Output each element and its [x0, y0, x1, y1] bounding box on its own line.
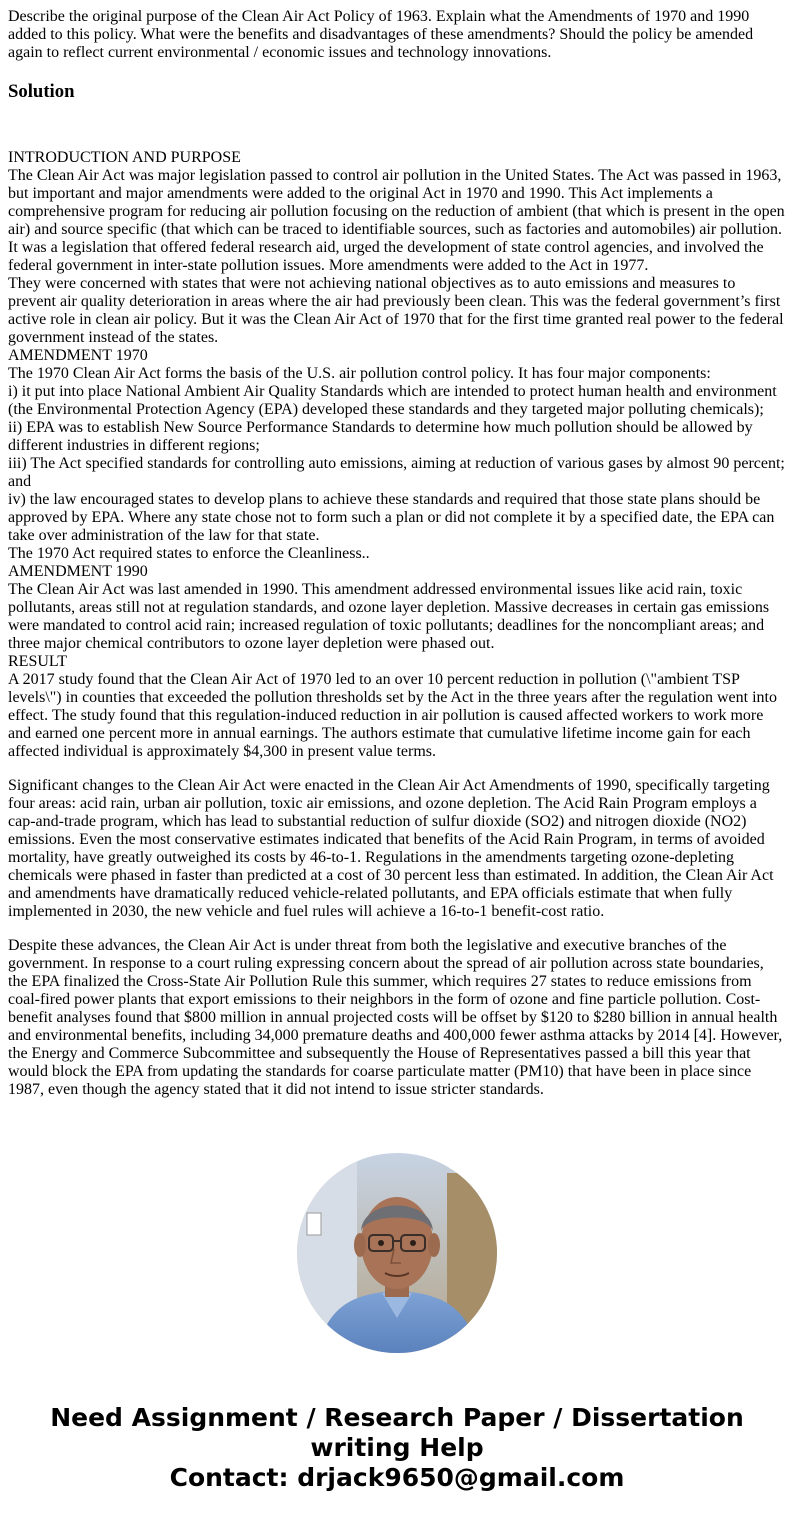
amendment-1970-item-ii: ii) EPA was to establish New Source Performance Standards to determine how much pollution should be allowed by different industries in different regions; — [8, 419, 753, 454]
result-heading: RESULT — [8, 653, 67, 670]
footer-line-2: writing Help — [310, 1433, 484, 1462]
amendment-1990-heading: AMENDMENT 1990 — [8, 563, 148, 580]
avatar-portrait-icon — [297, 1153, 497, 1353]
footer-contact-line: Contact: drjack9650@gmail.com — [169, 1463, 625, 1492]
paragraph-significant-changes: Significant changes to the Clean Air Act were enacted in the Clean Air Act Amendments of 1990, specifically targeting four areas: acid rain, urban air pollution, toxic air emissions, and ozone depletion. The Acid Rain Program employs a cap-and-trade program, which has lead to substantial reduction of sulfur dioxide (SO2) and nitrogen dioxide (NO2) emissions. Even the most conservative estimates indicated that benefits of the Acid Rain Program, in terms of avoided mortality, have greatly outweighed its costs by 46-to-1. Regulations in the amendments targeting ozone-depleting chemicals were phased in faster than predicted at a cost of 30 percent less than estimated. In addition, the Clean Air Act and amendments have dramatically reduced vehicle-related pollutants, and EPA officials estimate that when fully implemented in 2030, the new vehicle and fuel rules will achieve a 16-to-1 benefit-cost ratio. — [8, 777, 774, 920]
footer-line-1: Need Assignment / Research Paper / Dissertation — [50, 1403, 744, 1432]
footer-contact-banner — [0, 1403, 794, 1493]
result-paragraph: A 2017 study found that the Clean Air Act of 1970 led to an over 10 percent reduction in pollution (\"ambient TSP levels\") in counties that exceeded the pollution thresholds set by the Act in the three years after the regulation went into effect. The study found that this regulation-induced reduction in air pollution is caused affected workers to work more and earned one percent more in annual earnings. The authors estimate that cumulative lifetime income gain for each affected individual is approximately $4,300 in present value terms. — [8, 671, 777, 760]
amendment-1990-paragraph: The Clean Air Act was last amended in 1990. This amendment addressed environmental issues like acid rain, toxic pollutants, areas still not at regulation standards, and ozone layer depletion. Massive decreases in certain gas emissions were mandated to control acid rain; increased regulation of toxic pollutants; deadlines for the noncompliant areas; and three major chemical contributors to ozone layer depletion were phased out. — [8, 581, 770, 652]
paragraph-despite-advances: Despite these advances, the Clean Air Act is under threat from both the legislative and executive branches of the government. In response to a court ruling expressing concern about the spread of air pollution across state boundaries, the EPA finalized the Cross-State Air Pollution Rule this summer, which requires 27 states to reduce emissions from coal-fired power plants that export emissions to their neighbors in the form of ozone and fine particle pollution. Cost-benefit analyses found that $800 million in annual projected costs will be offset by $120 to $280 billion in annual health and environmental benefits, including 34,000 premature deaths and 400,000 fewer asthma attacks by 2014 [4]. However, the Energy and Commerce Subcommittee and subsequently the House of Representatives passed a bill this year that would block the EPA from updating the standards for coarse particulate matter (PM10) that have been in place since 1987, even though the agency stated that it did not intend to issue stricter standards. — [8, 937, 783, 1098]
intro-heading: INTRODUCTION AND PURPOSE — [8, 149, 241, 166]
amendment-1970-item-iv: iv) the law encouraged states to develop plans to achieve these standards and required that those state plans should be approved by EPA. Where any state chose not to form such a plan or did not complete it by a specified date, the EPA can take over administration of the law for that state. — [8, 491, 775, 544]
amendment-1970-item-iii: iii) The Act specified standards for controlling auto emissions, aiming at reduction of various gases by almost 90 percent; and — [8, 455, 785, 490]
intro-paragraph-2: They were concerned with states that were not achieving national objectives as to auto emissions and measures to prevent air quality deterioration in areas where the air had previously been clean. This was the federal government’s first active role in clean air policy. But it was the Clean Air Act of 1970 that for the first time granted real power to the federal government instead of the states. — [8, 275, 784, 346]
amendment-1970-heading: AMENDMENT 1970 — [8, 347, 148, 364]
author-avatar — [297, 1153, 497, 1353]
amendment-1970-item-i: i) it put into place National Ambient Air Quality Standards which are intended to protect human health and environment (the Environmental Protection Agency (EPA) developed these standards and they targeted major polluting chemicals); — [8, 383, 777, 418]
question-text: Describe the original purpose of the Clean Air Act Policy of 1963. Explain what the Amendments of 1970 and 1990 added to this policy. What were the benefits and disadvantages of these amendments? Should the policy be amended again to reflect current environmental / economic issues and technology innovations. — [8, 8, 754, 61]
amendment-1970-closing: The 1970 Act required states to enforce the Cleanliness.. — [8, 545, 370, 562]
answer-body — [8, 149, 786, 1099]
intro-paragraph-1: The Clean Air Act was major legislation passed to control air pollution in the United States. The Act was passed in 1963, but important and major amendments were added to the original Act in 1970 and 1990. This Act implements a comprehensive program for reducing air pollution focusing on the reduction of ambient (that which is present in the open air) and source specific (that which can be traced to identifiable sources, such as factories and automobiles) air pollution. It was a legislation that offered federal research aid, urged the development of state control agencies, and involved the federal government in inter-state pollution issues. More amendments were added to the Act in 1977. — [8, 167, 785, 274]
amendment-1970-intro: The 1970 Clean Air Act forms the basis of the U.S. air pollution control policy. It has four major components: — [8, 365, 711, 382]
solution-heading: Solution — [8, 81, 75, 102]
